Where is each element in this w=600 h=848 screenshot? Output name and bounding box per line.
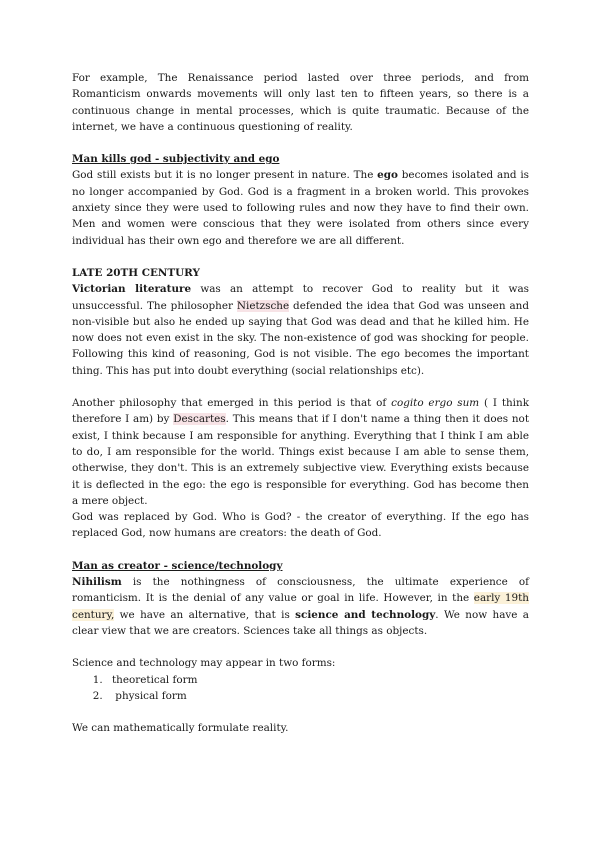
science-technology-term: science and technology: [295, 608, 436, 621]
victorian-literature-term: Victorian literature: [72, 283, 192, 296]
cogito-paragraph: Another philosophy that emerged in this period is that of cogito ergo sum ( I think therefore I am) by Descartes. This means that if I don't name a thing then it does not exist, I think because I am responsible for anything. Everything that I think I am able to do, I am responsible for the world. Things exist because I am able to sense them, otherwise, they don't. This is an extremely subjective view. Everything exists because it is deflected in the ego: the ego is responsible for everything. God has become then a mere object.: [72, 397, 529, 507]
nihilism-paragraph: Nihilism is the nothingness of consciousness, the ultimate experience of romanticism. It is the denial of any value or goal in life. However, in the early 19th century, we have an alternative, that is science and technology. We now have a clear view that we are creators. Sciences take all things as objects.: [72, 576, 530, 637]
list-item: 2. physical form: [106, 688, 529, 704]
closing-paragraph: We can mathematically formulate reality.: [72, 722, 289, 735]
cogito-term: cogito ergo sum: [391, 397, 480, 410]
forms-list: [72, 672, 529, 705]
ego-paragraph: God still exists but it is no longer present in nature. The ego becomes isolated and is no longer accompanied by God. God is a fragment in a broken world. This provokes anxiety since they were used to following rules and now they have to find their own. Men and women were conscious that they were isolated from others since every individual has their own ego and therefore we are all different.: [72, 169, 529, 247]
god-replaced-paragraph: God was replaced by God. Who is God? - the creator of everything. If the ego has replaced God, now humans are creators: the death of God.: [72, 511, 529, 540]
nihilism-term: Nihilism: [72, 576, 122, 589]
nietzsche-highlight: Nietzsche: [236, 299, 290, 312]
descartes-highlight: Descartes: [173, 413, 226, 426]
list-item: 1. theoretical form: [106, 672, 529, 688]
early-19th-century-highlight: early 19th century,: [72, 592, 530, 621]
ego-term: ego: [377, 169, 398, 182]
list-intro: Science and technology may appear in two forms:: [72, 657, 336, 670]
section-heading-man-as-creator: Man as creator - science/technology: [72, 559, 283, 572]
section-heading-man-kills-god: Man kills god - subjectivity and ego: [72, 153, 280, 166]
victorian-paragraph: Victorian literature was an attempt to recover God to reality but it was unsuccessful. The philosopher Nietzsche defended the idea that God was unseen and non-visible but also he ended up saying that God was dead and that he killed him. He now does not even exist in the sky. The non-existence of god was shocking for people. Following this kind of reasoning, God is not visible. The ego becomes the important thing. This has put into doubt everything (social relationships etc).: [72, 283, 530, 377]
section-heading-late-20th-century: LATE 20TH CENTURY: [72, 266, 200, 279]
intro-paragraph: For example, The Renaissance period lasted over three periods, and from Romanticism onwards movements will only last ten to fifteen years, so there is a continuous change in mental processes, which is quite traumatic. Because of the internet, we have a continuous questioning of reality.: [72, 72, 529, 133]
